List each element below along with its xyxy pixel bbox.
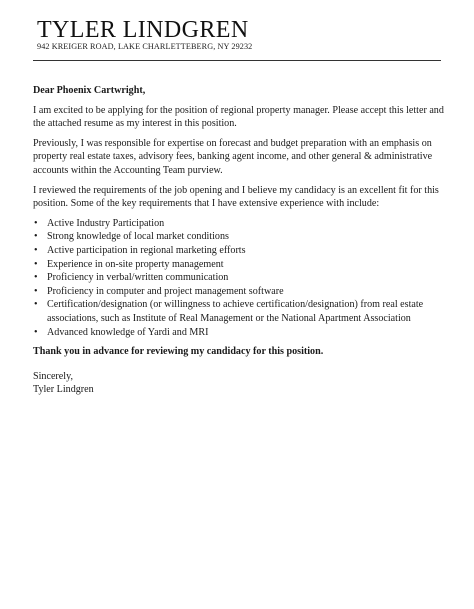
requirements-paragraph: I reviewed the requirements of the job opening and I believe my candidacy is an excellent fit for this position. Some of the key requirements that I have extensive experience with include: <box>33 184 439 210</box>
list-item-text: Proficiency in computer and project management software <box>47 285 284 297</box>
letter-body <box>33 84 445 397</box>
list-item-text: Active Industry Participation <box>47 217 165 229</box>
list-item-text: Advanced knowledge of Yardi and MRI <box>47 326 209 338</box>
intro-paragraph: I am excited to be applying for the position of regional property manager. Please accept this letter and the attached resume as my interest in this position. <box>33 104 444 130</box>
list-item-text: Active participation in regional marketing efforts <box>47 244 246 256</box>
applicant-name: TYLER LINDGREN <box>37 17 249 43</box>
list-item <box>34 244 445 258</box>
bullet-icon: • <box>34 326 38 338</box>
bullet-icon: • <box>34 272 38 284</box>
thank-you-line: Thank you in advance for reviewing my candidacy for this position. <box>33 346 324 358</box>
list-item <box>34 326 445 340</box>
list-item <box>34 271 445 285</box>
bullet-icon: • <box>34 258 38 270</box>
bullet-icon: • <box>34 285 38 297</box>
list-item-text: Experience in on-site property management <box>47 258 224 270</box>
list-item <box>34 217 445 231</box>
list-item-text: Proficiency in verbal/written communication <box>47 272 229 284</box>
list-item <box>34 258 445 272</box>
closing: Sincerely, <box>33 370 73 382</box>
signature-name: Tyler Lindgren <box>33 384 94 396</box>
list-item-text: Strong knowledge of local market conditions <box>47 231 229 243</box>
list-item-text: Certification/designation (or willingness to achieve certification/designation) from real estate associations, such as Institute of Real Management or the National Apartment Association <box>47 299 424 324</box>
bullet-icon: • <box>34 299 38 311</box>
salutation: Dear Phoenix Cartwright, <box>33 85 146 96</box>
header-divider <box>33 60 441 61</box>
list-item <box>34 285 445 299</box>
bullet-icon: • <box>34 231 38 243</box>
requirements-list <box>33 217 445 339</box>
list-item <box>34 230 445 244</box>
applicant-address: 942 KREIGER ROAD, LAKE CHARLETTEBERG, NY 29232 <box>37 42 253 51</box>
experience-paragraph: Previously, I was responsible for expertise on forecast and budget preparation with an emphasis on property real estate taxes, advisory fees, banking agent income, and other general & administrative accounts within the Accounting Team purview. <box>33 137 433 176</box>
bullet-icon: • <box>34 217 38 229</box>
list-item <box>34 298 445 325</box>
bullet-icon: • <box>34 244 38 256</box>
